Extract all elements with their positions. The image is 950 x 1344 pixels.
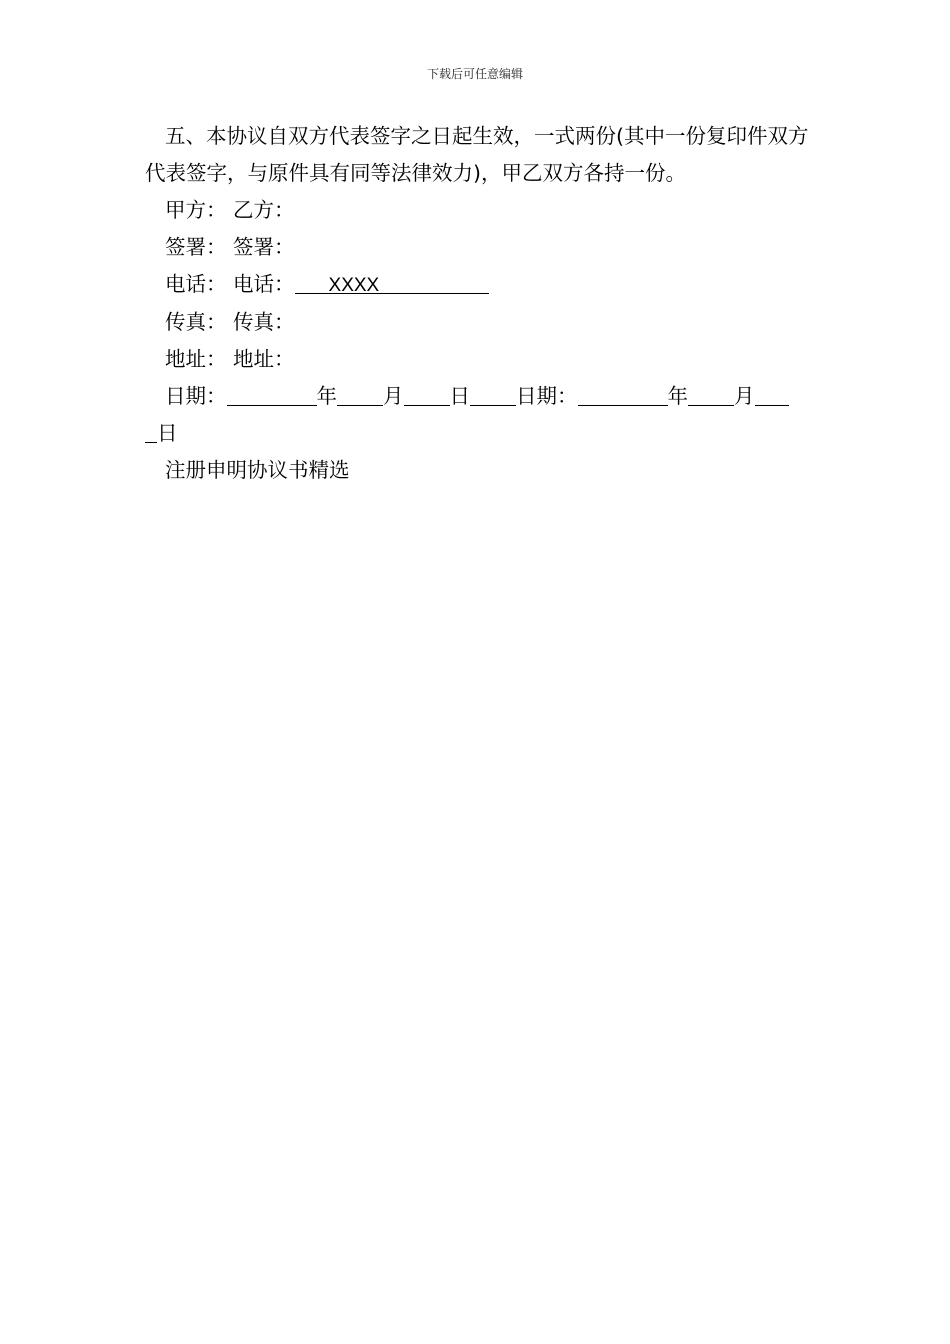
fax-b-label: 传真： <box>233 310 295 334</box>
phone-b-value: XXXX <box>328 275 380 296</box>
fax-line <box>145 304 810 341</box>
sign-a-label: 签署： <box>165 235 227 259</box>
date-b-label: 日期： <box>516 384 578 408</box>
address-b-label: 地址： <box>233 347 295 371</box>
fax-a-label: 传真： <box>165 310 227 334</box>
date-a-month-blank <box>337 383 383 406</box>
signature-line <box>145 229 810 266</box>
phone-line <box>145 266 810 304</box>
date-b-day-blank-head <box>145 420 157 443</box>
document-body <box>145 118 810 489</box>
date-continuation-line <box>145 415 810 452</box>
phone-a-label: 电话： <box>165 272 227 296</box>
date-a-year: 年 <box>316 384 337 408</box>
address-line <box>145 341 810 378</box>
date-b-year: 年 <box>667 384 688 408</box>
party-a-label: 甲方： <box>165 198 227 222</box>
date-a-day: 日 <box>449 384 470 408</box>
date-a-day-blank <box>404 383 450 406</box>
date-a-month: 月 <box>383 384 404 408</box>
phone-blank-before <box>295 271 329 294</box>
date-b-day: 日 <box>157 421 178 445</box>
date-b-month-blank <box>688 383 734 406</box>
party-line <box>145 192 810 229</box>
page-header: 下载后可任意编辑 <box>426 67 523 81</box>
date-b-day-blank-tail <box>755 383 789 406</box>
date-b-year-blank <box>578 383 668 406</box>
date-a-label: 日期： <box>165 384 227 408</box>
phone-blank-after <box>379 271 489 294</box>
sign-b-label: 签署： <box>233 235 295 259</box>
address-a-label: 地址： <box>165 347 227 371</box>
phone-b-label: 电话： <box>233 272 295 296</box>
date-b-month: 月 <box>734 384 755 408</box>
party-b-label: 乙方： <box>233 198 295 222</box>
footer-title: 注册申明协议书精选 <box>165 458 350 482</box>
date-line <box>145 378 810 415</box>
date-a-year-blank <box>227 383 317 406</box>
effective-clause-paragraph: 五、本协议自双方代表签字之日起生效，一式两份(其中一份复印件双方代表签字，与原件具有同等法律效力)，甲乙双方各持一份。 <box>145 124 809 185</box>
date-gap-blank <box>470 383 516 406</box>
